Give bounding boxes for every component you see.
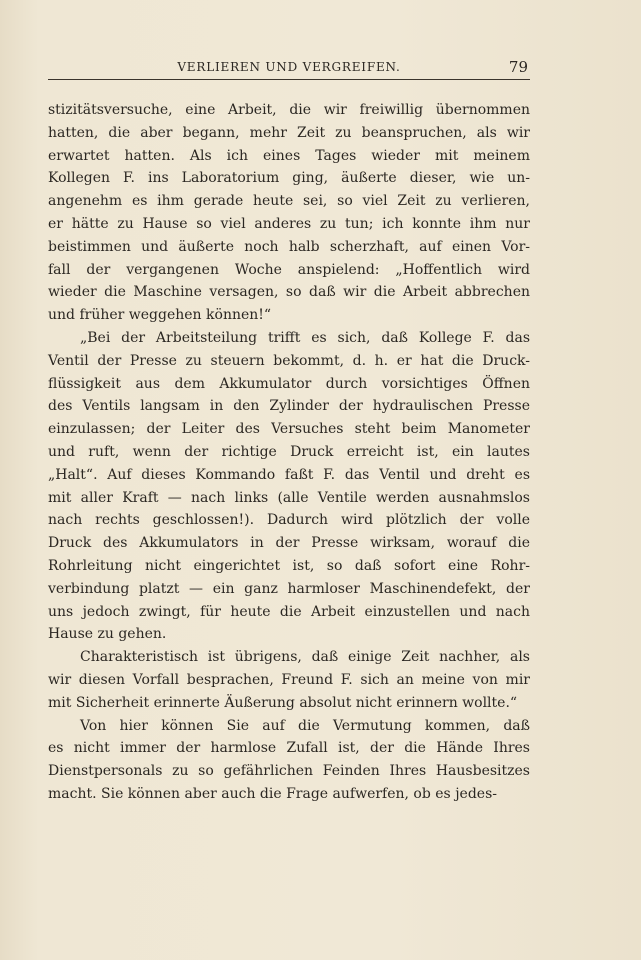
text-line: einzulassen; der Leiter des Versuches steht beim Manometer [48, 421, 530, 438]
text-line: „Halt“. Auf dieses Kommando faßt F. das Ventil und dreht es [48, 466, 530, 483]
text-line: Dienstpersonals zu so gefährlichen Feinden Ihres Hausbesitzes [48, 763, 530, 780]
running-head [48, 58, 530, 80]
text-line: Kollegen F. ins Laboratorium ging, äußerte dieser, wie un- [48, 170, 530, 187]
text-line: Rohrleitung nicht eingerichtet ist, so daß sofort eine Rohr- [48, 557, 530, 574]
text-line: Charakteristisch ist übrigens, daß einige Zeit nachher, als [80, 649, 530, 666]
text-line: hatten, die aber begann, mehr Zeit zu beanspruchen, als wir [48, 124, 530, 141]
text-line: uns jedoch zwingt, für heute die Arbeit einzustellen und nach [48, 603, 530, 620]
text-line: es nicht immer der harmlose Zufall ist, der die Hände Ihres [48, 740, 530, 757]
header-rule [48, 79, 530, 80]
text-line: er hätte zu Hause so viel anderes zu tun; ich konnte ihm nur [48, 215, 530, 232]
text-line: beistimmen und äußerte noch halb scherzhaft, auf einen Vor- [48, 238, 530, 255]
text-line: Von hier können Sie auf die Vermutung kommen, daß [80, 717, 530, 734]
text-line: stizitätsversuche, eine Arbeit, die wir freiwillig übernommen [48, 102, 530, 118]
text-line: mit aller Kraft — nach links (alle Ventile werden ausnahmslos [48, 489, 530, 506]
text-line: nach rechts geschlossen!). Dadurch wird plötzlich der volle [48, 512, 530, 529]
body-text [48, 99, 530, 806]
text-line: Ventil der Presse zu steuern bekommt, d. h. er hat die Druck- [48, 352, 530, 369]
text-line: Druck des Akkumulators in der Presse wirksam, worauf die [48, 535, 530, 552]
text-line: mit Sicherheit erinnerte Äußerung absolut nicht erinnern wollte.“ [48, 694, 518, 711]
text-line: wieder die Maschine versagen, so daß wir die Arbeit abbrechen [48, 284, 530, 301]
text-line: des Ventils langsam in den Zylinder der hydraulischen Presse [48, 398, 530, 415]
text-line: erwartet hatten. Als ich eines Tages wieder mit meinem [48, 147, 530, 164]
text-line: Hause zu gehen. [48, 626, 167, 643]
page-number: 79 [508, 58, 528, 76]
text-line: wir diesen Vorfall besprachen, Freund F. sich an meine von mir [48, 671, 530, 688]
text-line: fall der vergangenen Woche anspielend: „Hoffentlich wird [48, 261, 530, 278]
text-line: und früher weggehen können!“ [48, 307, 272, 324]
text-line: macht. Sie können aber auch die Frage aufwerfen, ob es jedes- [48, 785, 497, 802]
text-line: „Bei der Arbeitsteilung trifft es sich, daß Kollege F. das [80, 329, 530, 346]
text-line: angenehm es ihm gerade heute sei, so viel Zeit zu verlieren, [48, 193, 530, 210]
text-line: verbindung platzt — ein ganz harmloser Maschinendefekt, der [48, 580, 530, 597]
text-line: und ruft, wenn der richtige Druck erreicht ist, ein lautes [48, 443, 530, 460]
text-line: flüssigkeit aus dem Akkumulator durch vorsichtiges Öffnen [48, 375, 530, 392]
running-title: VERLIEREN UND VERGREIFEN. [177, 60, 401, 74]
